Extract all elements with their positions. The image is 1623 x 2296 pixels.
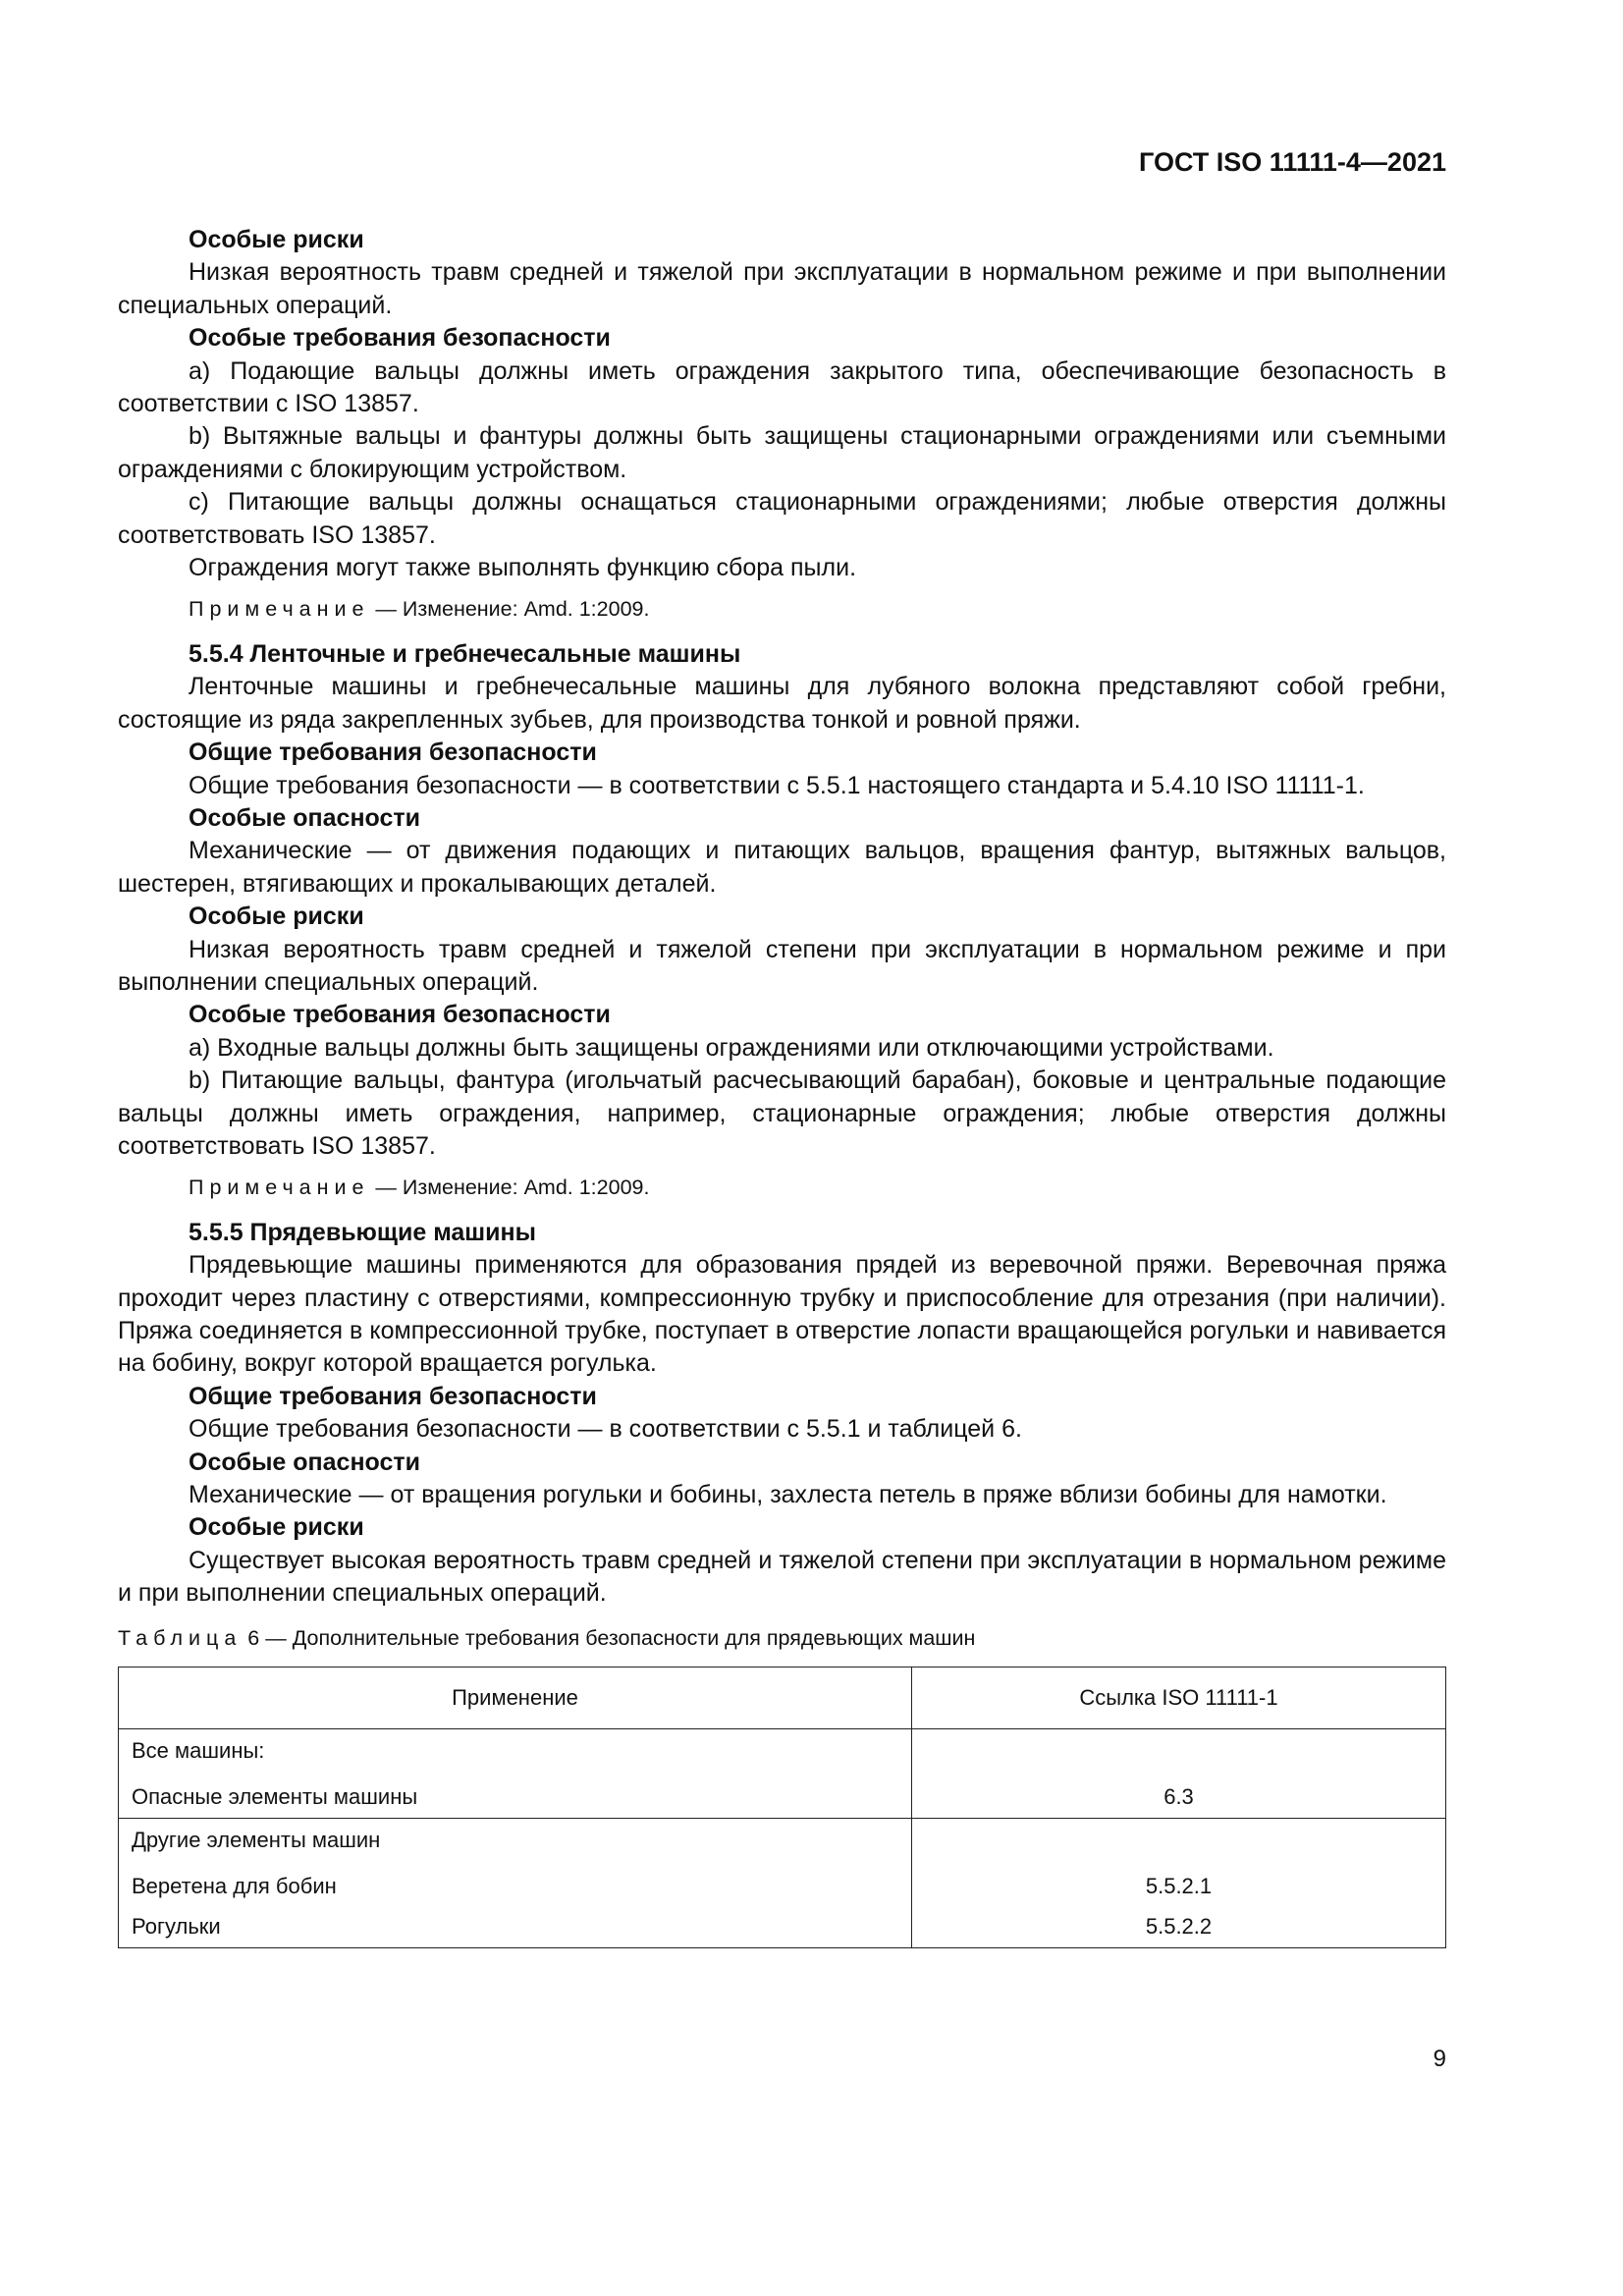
table-header-row [119,1667,1446,1729]
paragraph: c) Питающие вальцы должны оснащаться стационарными ограждениями; любые отверстия должны соответствовать ISO 13857. [118,488,1446,549]
item-label: Веретена для бобин [132,1874,337,1899]
section-heading-5-5-5: 5.5.5 Прядевьющие машины [189,1218,536,1246]
document-body [118,224,1446,1948]
paragraph: a) Подающие вальцы должны иметь ограждения закрытого типа, обеспечивающие безопасность в соответствии с ISO 13857. [118,356,1446,418]
table-row [119,1729,1446,1819]
table-cell [912,1819,1446,1948]
note-label: Примечание [189,597,370,622]
paragraph: b) Питающие вальцы, фантура (игольчатый расчесывающий барабан), боковые и центральные подающие вальцы должны иметь ограждения, например, стационарные ограждения; любые отверстия должны соответствовать ISO 13857. [118,1066,1446,1160]
section-heading-5-5-4: 5.5.4 Ленточные и гребнечесальные машины [189,639,741,668]
paragraph: Общие требования безопасности — в соответствии с 5.5.1 и таблицей 6. [189,1415,1022,1444]
column-header-application: Применение [119,1667,912,1729]
subheading: Особые риски [189,902,364,931]
note-label: Примечание [189,1175,370,1200]
page-number: 9 [1433,2046,1446,2072]
subheading: Особые требования безопасности [189,324,611,353]
paragraph: Существует высокая вероятность травм средней и тяжелой степени при эксплуатации в нормальном режиме и при выполнении специальных операций. [118,1546,1446,1608]
paragraph: Механические — от вращения рогульки и бобины, захлеста петель в пряже вблизи бобины для намотки. [189,1481,1387,1509]
table-caption-text: 6 — Дополнительные требования безопасности для прядевьющих машин [242,1625,976,1650]
paragraph: b) Вытяжные вальцы и фантуры должны быть защищены стационарными ограждениями или съемными ограждениями с блокирующим устройством. [118,422,1446,483]
table-cell [119,1819,912,1948]
paragraph: Низкая вероятность травм средней и тяжелой степени при эксплуатации в нормальном режиме и при выполнении специальных операций. [118,935,1446,996]
paragraph: a) Входные вальцы должны быть защищены ограждениями или отключающими устройствами. [189,1033,1274,1062]
subheading: Общие требования безопасности [189,738,597,767]
column-header-reference: Ссылка ISO 11111-1 [912,1667,1446,1729]
item-reference: 5.5.2.2 [1145,1914,1213,1940]
item-label: Опасные элементы машины [132,1784,418,1810]
item-reference: 5.5.2.1 [1145,1874,1213,1899]
table-cell [119,1729,912,1819]
document-header: ГОСТ ISO 11111-4—2021 [1139,147,1446,177]
subheading: Особые требования безопасности [189,1001,611,1029]
paragraph: Механические — от движения подающих и питающих вальцов, вращения фантур, вытяжных вальцов, шестерен, втягивающих и прокалывающих деталей. [118,837,1446,898]
item-reference: 6.3 [1163,1784,1194,1810]
paragraph: Общие требования безопасности — в соответствии с 5.5.1 настоящего стандарта и 5.4.10 ISO 11111-1. [189,771,1365,799]
group-title: Другие элементы машин [132,1828,381,1853]
table-caption [118,1622,1446,1655]
subheading: Особые риски [189,1513,364,1542]
table-cell [912,1729,1446,1819]
note-text: — Изменение: Amd. 1:2009. [369,597,650,622]
item-label: Рогульки [132,1914,221,1940]
requirements-table [118,1667,1446,1948]
subheading: Особые опасности [189,1448,420,1476]
paragraph: Низкая вероятность травм средней и тяжелой при эксплуатации в нормальном режиме и при выполнении специальных операций. [118,258,1446,319]
paragraph: Прядевьющие машины применяются для образования прядей из веревочной пряжи. Веревочная пряжа проходит через пластину с отверстиями, компрессионную трубку и приспособление для отрезания (при наличии). Пряжа соединяется в компрессионной трубке, поступает в отверстие лопасти вращающейся рогульки и навивается на бобину, вокруг которой вращается рогулька. [118,1251,1446,1378]
paragraph: Ленточные машины и гребнечесальные машины для лубяного волокна представляют собой гребни, состоящие из ряда закрепленных зубьев, для производства тонкой и ровной пряжи. [118,673,1446,734]
note-text: — Изменение: Amd. 1:2009. [369,1175,650,1200]
note [118,593,1446,626]
table-caption-label: Таблица [118,1625,243,1650]
table-row [119,1819,1446,1948]
subheading: Общие требования безопасности [189,1382,597,1410]
group-title: Все машины: [132,1738,265,1764]
subheading: Особые опасности [189,803,420,832]
paragraph: Ограждения могут также выполнять функцию сбора пыли. [189,554,857,582]
note [118,1172,1446,1204]
subheading: Особые риски [189,226,364,253]
